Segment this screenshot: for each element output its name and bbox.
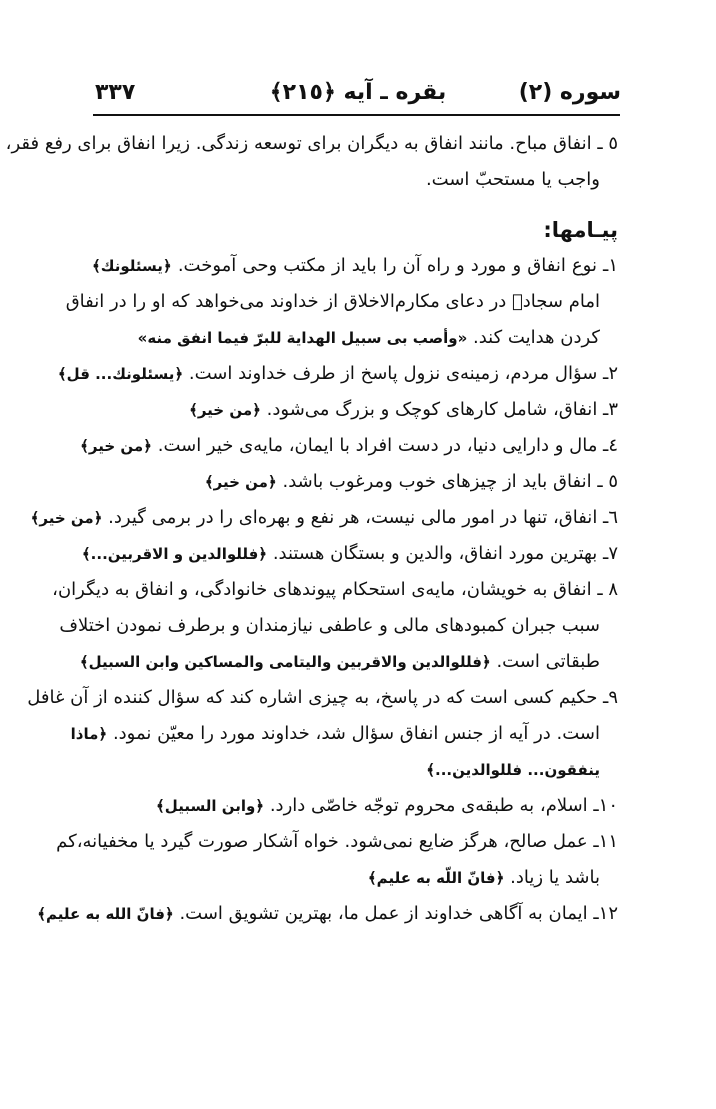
intro-line: ٥ ـ انفاق مباح. مانند انفاق به دیگران برای توسعه زندگی. زیرا انفاق برای رفع فقر، bbox=[5, 133, 618, 154]
line-text: ٣ـ انفاق، شامل کارهای کوچک و بزرگ می‌شود. bbox=[266, 399, 618, 420]
message-line bbox=[80, 428, 618, 464]
line-text: ٧ـ بهترین مورد انفاق، والدین و بستگان هستند. bbox=[272, 543, 618, 564]
intro-line: واجب یا مستحبّ است. bbox=[425, 169, 600, 190]
verse-quote: ﴿من خیر﴾ bbox=[80, 437, 152, 455]
verse-quote: ﴿فللوالدین والاقربین والیتامی والمساکین وابن السبیل﴾ bbox=[79, 653, 491, 671]
message-line bbox=[92, 860, 618, 896]
verse-quote: ﴿من خیر﴾ bbox=[204, 473, 277, 491]
page-number: ٣٣٧ bbox=[95, 80, 136, 105]
message-line bbox=[92, 248, 618, 284]
message-line bbox=[37, 896, 618, 932]
header-divider bbox=[93, 114, 620, 116]
line-text: است. در آیه از جنس انفاق سؤال شد، خداوند مورد را معیّن نمود. bbox=[112, 723, 600, 744]
line-text: کردن هدایت کند. bbox=[473, 327, 600, 348]
message-line bbox=[81, 536, 618, 572]
line-text: طبقاتی است. bbox=[496, 651, 600, 672]
line-text: ٤ـ مال و دارایی دنیا، در دست افراد با ایمان، مایه‌ی خیر است. bbox=[157, 435, 618, 456]
message-line bbox=[56, 824, 618, 860]
line-text: ١ـ نوع انفاق و مورد و راه آن را باید از مکتب وحی آموخت. bbox=[177, 255, 618, 276]
line-text: ١٠ـ اسلام، به طبقه‌ی محروم توجّه خاصّی دارد. bbox=[269, 795, 618, 816]
page-header bbox=[95, 78, 621, 112]
message-line bbox=[92, 464, 618, 500]
line-text: ٨ ـ انفاق به خویشان، مایه‌ی استحکام پیوندهای خانوادگی، و انفاق به دیگران، bbox=[52, 579, 618, 600]
section-heading: پیـامها: bbox=[543, 218, 618, 242]
message-line bbox=[92, 392, 618, 428]
verse-quote: ﴿فللوالدین و الاقربین...﴾ bbox=[81, 545, 268, 563]
line-text: ١١ـ عمل صالح، هرگز ضایع نمی‌شود. خواه آشکار صورت گیرد یا مخفیانه،کم bbox=[56, 831, 618, 852]
line-text: سبب جبران کمبودهای مالی و عاطفی نیازمندان و برطرف نمودن اختلاف bbox=[59, 615, 600, 636]
line-text: ٦ـ انفاق، تنها در امور مالی نیست، هر نفع و بهره‌ای را در برمی گیرد. bbox=[108, 507, 618, 528]
message-line bbox=[70, 716, 618, 752]
message-line bbox=[27, 680, 618, 716]
verse-quote: ﴿یسئلونك﴾ bbox=[92, 257, 172, 275]
line-text: ٢ـ سؤال مردم، زمینه‌ی نزول پاسخ از طرف خداوند است. bbox=[188, 363, 618, 384]
verse-quote: ﴿ماذا bbox=[70, 725, 108, 743]
verse-quote: ﴿فانّ اللّه به علیم﴾ bbox=[367, 869, 505, 887]
message-line bbox=[59, 608, 618, 644]
line-text: باشد یا زیاد. bbox=[510, 867, 600, 888]
message-line bbox=[79, 644, 618, 680]
sura-label: سوره (٢) bbox=[518, 80, 621, 105]
message-line bbox=[57, 356, 618, 392]
line-text: ٥ ـ انفاق باید از چیزهای خوب ومرغوب باشد. bbox=[282, 471, 618, 492]
verse-quote: ﴿وابن السبیل﴾ bbox=[156, 797, 265, 815]
verse-quote: ﴿من خیر﴾ bbox=[30, 509, 103, 527]
verse-quote: «وأصب بی سبیل الهدایة للبرّ فیما انفق منه» bbox=[137, 329, 468, 347]
verse-quote: ﴿من خیر﴾ bbox=[189, 401, 261, 419]
message-line bbox=[30, 500, 618, 536]
line-text: ٩ـ حکیم کسی است که در پاسخ، به چیزی اشاره کند که سؤال کننده از آن غافل bbox=[27, 687, 618, 708]
verse-quote: ینفقون... فللوالدین...﴾ bbox=[426, 761, 600, 779]
page-body bbox=[5, 126, 618, 932]
message-line bbox=[52, 572, 618, 608]
verse-reference: بقره ـ آیه ﴿٢١٥﴾ bbox=[269, 80, 447, 105]
message-line bbox=[92, 320, 618, 356]
line-text: امام سجادؑ در دعای مکارم‌الاخلاق از خداوند می‌خواهد که او را در انفاق bbox=[65, 291, 600, 312]
message-line bbox=[92, 752, 618, 788]
verse-quote: ﴿یسئلونك... قل﴾ bbox=[57, 365, 184, 383]
verse-quote: ﴿فانّ الله به علیم﴾ bbox=[37, 905, 174, 923]
message-line bbox=[65, 284, 618, 320]
message-line bbox=[92, 788, 618, 824]
line-text: ١٢ـ ایمان به آگاهی خداوند از عمل ما، بهترین تشویق است. bbox=[179, 903, 618, 924]
